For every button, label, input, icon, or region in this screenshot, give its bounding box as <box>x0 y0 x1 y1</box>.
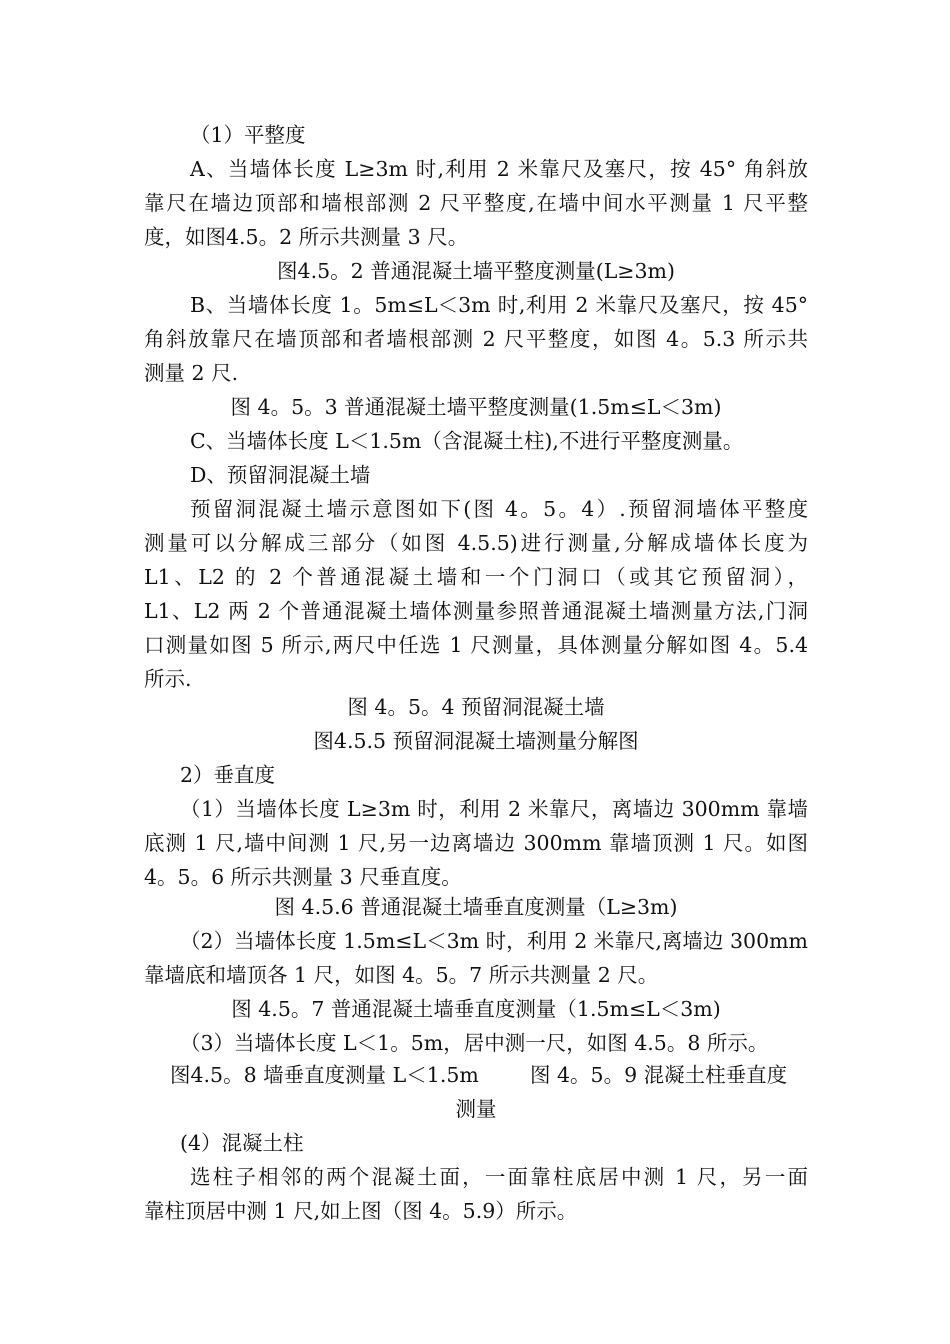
paragraph-v1-line-3: 4。5。6 所示共测量 3 尺垂直度。 <box>144 865 462 889</box>
paragraph-v1-line-1: （1）当墙体长度 L≥3m 时，利用 2 米靠尺，离墙边 300mm 靠墙 <box>180 797 808 821</box>
figure-caption-4-5-3: 图 4。5。3 普通混凝土墙平整度测量(1.5m≤L＜3m) <box>230 395 722 419</box>
paragraph-a-line-1: A、当墙体长度 L≥3m 时,利用 2 米靠尺及塞尺，按 45° 角斜放 <box>190 157 808 181</box>
paragraph-column-line-2: 靠柱顶居中测 1 尺,如上图（图 4。5.9）所示。 <box>144 1199 578 1223</box>
paragraph-v2-line-2: 靠墙底和墙顶各 1 尺，如图 4。5。7 所示共测量 2 尺。 <box>144 963 659 987</box>
paragraph-b-line-2: 角斜放靠尺在墙顶部和者墙根部测 2 尺平整度，如图 4。5.3 所示共 <box>144 327 808 351</box>
figure-caption-4-5-4: 图 4。5。4 预留洞混凝土墙 <box>347 695 605 719</box>
paragraph-b-line-3: 测量 2 尺. <box>144 361 239 385</box>
paragraph-a-line-3: 度，如图4.5。2 所示共测量 3 尺。 <box>144 225 469 249</box>
paragraph-column-line-1: 选柱子相邻的两个混凝土面，一面靠柱底居中测 1 尺，另一面 <box>190 1165 808 1189</box>
figure-caption-4-5-7: 图 4.5。7 普通混凝土墙垂直度测量（1.5m≤L＜3m) <box>231 997 721 1021</box>
heading-verticality: 2）垂直度 <box>180 763 276 787</box>
paragraph-d-line-3: L1、L2 的 2 个普通混凝土墙和一个门洞口（或其它预留洞）， <box>144 565 808 589</box>
paragraph-v3: （3）当墙体长度 L＜1。5m，居中测一尺，如图 4.5。8 所示。 <box>180 1031 769 1055</box>
heading-d: D、预留洞混凝土墙 <box>190 463 371 487</box>
paragraph-b-line-1: B、当墙体长度 1。5m≤L＜3m 时,利用 2 米靠尺及塞尺，按 45° <box>190 293 808 317</box>
paragraph-c: C、当墙体长度 L＜1.5m（含混凝土柱),不进行平整度测量。 <box>190 429 744 453</box>
paragraph-d-line-6: 所示. <box>144 667 192 691</box>
figure-caption-4-5-9: 图 4。5。9 混凝土柱垂直度 <box>530 1063 788 1087</box>
paragraph-v2-line-1: （2）当墙体长度 1.5m≤L＜3m 时，利用 2 米靠尺,离墙边 300mm <box>180 929 808 953</box>
paragraph-d-line-2: 测量可以分解成三部分（如图 4.5.5)进行测量,分解成墙体长度为 <box>144 531 808 555</box>
figure-caption-4-5-2: 图4.5。2 普通混凝土墙平整度测量(L≥3m) <box>277 259 675 283</box>
heading-column: (4）混凝土柱 <box>180 1131 304 1155</box>
paragraph-d-line-5: 口测量如图 5 所示,两尺中任选 1 尺测量，具体测量分解如图 4。5.4 <box>144 633 808 657</box>
figure-caption-4-5-6: 图 4.5.6 普通混凝土墙垂直度测量（L≥3m) <box>274 895 678 919</box>
paragraph-v1-line-2: 底测 1 尺,墙中间测 1 尺,另一边离墙边 300mm 靠墙顶测 1 尺。如图 <box>144 831 808 855</box>
figure-caption-4-5-9-continued: 测量 <box>455 1097 497 1121</box>
figure-caption-4-5-8: 图4.5。8 墙垂直度测量 L＜1.5m <box>170 1063 479 1087</box>
paragraph-d-line-4: L1、L2 两 2 个普通混凝土墙体测量参照普通混凝土墙测量方法,门洞 <box>144 599 808 623</box>
paragraph-a-line-2: 靠尺在墙边顶部和墙根部测 2 尺平整度,在墙中间水平测量 1 尺平整 <box>144 191 808 215</box>
figure-caption-4-5-5: 图4.5.5 预留洞混凝土墙测量分解图 <box>313 729 639 753</box>
paragraph-d-line-1: 预留洞混凝土墙示意图如下(图 4。5。4）.预留洞墙体平整度 <box>190 497 808 521</box>
heading-flatness: （1）平整度 <box>190 123 306 147</box>
